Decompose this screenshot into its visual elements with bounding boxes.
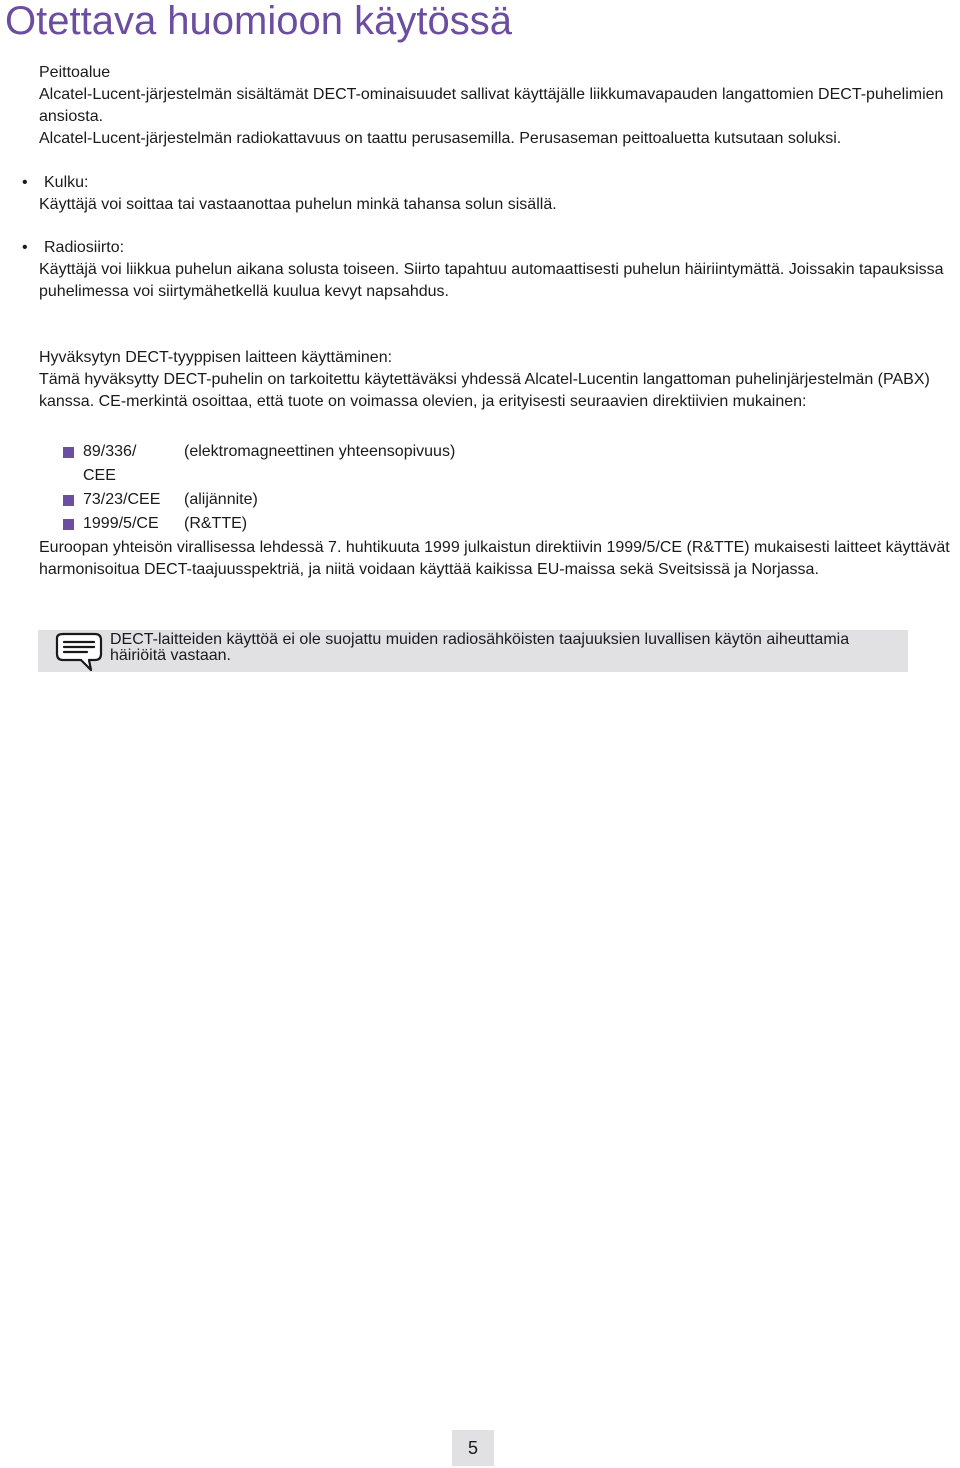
approval-heading: Hyväksytyn DECT-tyyppisen laitteen käyttäminen:	[39, 349, 393, 366]
directive-description: (R&TTE)	[184, 515, 248, 532]
bullet-marker: •	[22, 174, 28, 191]
coverage-section	[39, 62, 959, 150]
bullet-kulku-text: Käyttäjä voi soittaa tai vastaanottaa puhelun minkä tahansa solun sisällä.	[39, 196, 557, 213]
directive-item	[63, 440, 563, 488]
directive-code: 73/23/CEE	[83, 491, 161, 508]
page-title: Otettava huomioon käytössä	[5, 0, 512, 43]
coverage-heading: Peittoalue	[39, 64, 111, 81]
bullet-kulku-heading: Kulku:	[44, 174, 89, 191]
square-bullet-icon	[63, 447, 74, 458]
directive-description: (alijännite)	[184, 491, 258, 508]
bullet-kulku-heading-row	[22, 172, 88, 194]
approval-section	[39, 347, 959, 413]
speech-bubble-note-icon	[51, 632, 105, 672]
bullet-marker: •	[22, 239, 28, 256]
directive-description: (elektromagneettinen yhteensopivuus)	[184, 443, 456, 460]
square-bullet-icon	[63, 519, 74, 530]
coverage-line-1: Alcatel-Lucent-järjestelmän sisältämät DECT-ominaisuudet sallivat käyttäjälle liikkumavapauden langattomien DECT-puhelimien ansiosta.	[39, 86, 944, 125]
directive-item	[63, 488, 563, 512]
directive-code: 89/336/ CEE	[83, 443, 137, 484]
square-bullet-icon	[63, 495, 74, 506]
directive-code: 1999/5/CE	[83, 515, 159, 532]
coverage-line-2: Alcatel-Lucent-järjestelmän radiokattavuus on taattu perusasemilla. Perusaseman peittoaluetta kutsutaan soluksi.	[39, 130, 842, 147]
approval-intro: Tämä hyväksytty DECT-puhelin on tarkoitettu käytettäväksi yhdessä Alcatel-Lucentin langattoman puhelinjärjestelmän (PABX) kanssa. CE-merkintä osoittaa, että tuote on voimassa olevien, ja erityisesti seuraavien direktiivien mukainen:	[39, 371, 930, 410]
directive-list	[63, 440, 563, 536]
directive-item	[63, 512, 563, 536]
note-text: DECT-laitteiden käyttöä ei ole suojattu muiden radiosähköisten taajuuksien luvallisen käytön aiheuttamia häiriöitä vastaan.	[110, 631, 850, 664]
page-number: 5	[452, 1430, 494, 1466]
bullet-radiosiirto-heading-row	[22, 237, 124, 259]
note-box	[38, 630, 908, 672]
bullet-radiosiirto-heading: Radiosiirto:	[44, 239, 125, 256]
approval-closing: Euroopan yhteisön virallisessa lehdessä 7. huhtikuuta 1999 julkaistun direktiivin 1999/5/CE (R&TTE) mukaisesti laitteet käyttävät harmonisoitua DECT-taajuusspektriä, ja niitä voidaan käyttää kaikissa EU-maissa sekä Sveitsissä ja Norjassa.	[39, 539, 950, 578]
bullet-radiosiirto-text: Käyttäjä voi liikkua puhelun aikana solusta toiseen. Siirto tapahtuu automaattisesti puhelun häiriintymättä. Joissakin tapauksissa puhelimessa voi siirtymähetkellä kuulua kevyt napsahdus.	[39, 261, 944, 300]
